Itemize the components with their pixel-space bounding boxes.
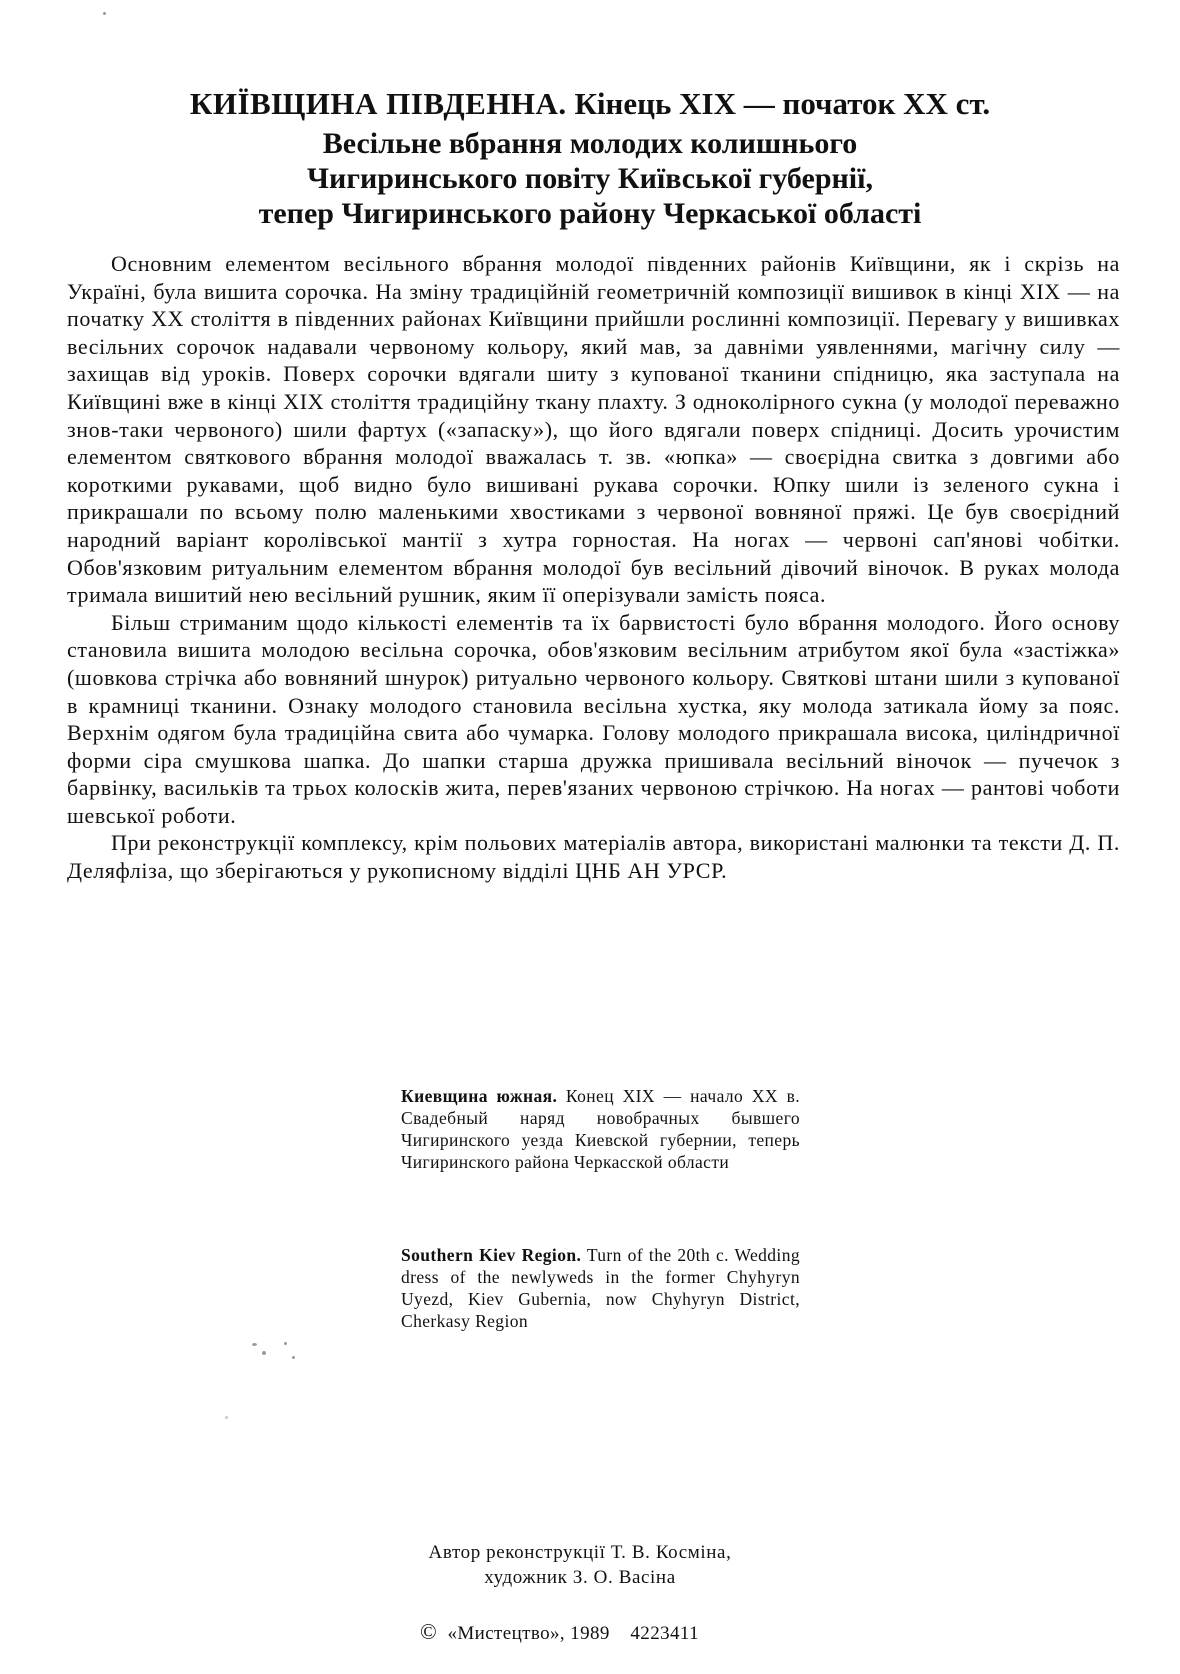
caption-russian-lead: Киевщина южная. xyxy=(401,1086,558,1106)
subtitle-line-3: тепер Чигиринського району Черкаської області xyxy=(258,197,922,230)
body-paragraph-groom: Більш стриманим щодо кількості елементів та їх барвистості було вбрання молодого. Його основу становила вишита молодою весільна сорочка, обов'язковим весільним атрибутом якої була «застіжка» (шовкова стрічка або вовняний шнурок) ритуально червоного кольору. Святкові штани шили з купованої в крамниці тканини. Ознаку молодого становила весільна хустка, яку молода затикала йому за пояс. Верхнім одягом була традиційна свита або чумарка. Голову молодого прикрашала висока, циліндричної форми сіра смушкова шапка. До шапки старша дружка пришивала весільний віночок — пучечок з барвінку, васильків та трьох колосків жита, перев'язаних червоною стрічкою. На ногах — рантові чоботи шевської роботи. xyxy=(67,609,1120,828)
scan-speck xyxy=(262,1351,266,1355)
page-subtitle xyxy=(90,126,1090,231)
scan-speck xyxy=(284,1342,287,1345)
imprint-publisher: «Мистецтво», 1989 xyxy=(447,1623,610,1644)
page-title xyxy=(90,86,1090,122)
caption-english-text: Turn of the 20th c. Wedding dress of the newlyweds in the former Chyhyryn Uyezd, Kiev Gubernia, now Chyhyryn District, Cherkasy Region xyxy=(401,1245,800,1331)
caption-russian xyxy=(401,1085,800,1173)
credits xyxy=(330,1540,830,1590)
caption-english xyxy=(401,1244,800,1332)
scan-speck xyxy=(225,1416,228,1419)
body-paragraph-bride: Основним елементом весільного вбрання молодої південних районів Київщини, як і скрізь на Україні, була вишита сорочка. На зміну традиційній геометричній композиції вишивок в кінці XIX — на початку XX століття в південних районах Київщини прийшли рослинні композиції. Перевагу у вишивках весільних сорочок надавали червоному кольору, який мав, за давніми уявленнями, магічну силу — захищав від уроків. Поверх сорочки вдягали шиту з купованої тканини спідницю, яка заступала на Київщині вже в кінці XIX століття традиційну ткану плахту. З одноколірного сукна (у молодої переважно знов-таки червоного) шили фартух («запаску»), що його вдягали поверх спідниці. Досить урочистим елементом святкового вбрання молодої вважалась т. зв. «юпка» — своєрідна свитка з довгими або короткими рукавами, щоб видно було вишивані рукава сорочки. Юпку шили із зеленого сукна і прикрашали по всьому полю маленькими хвостиками з червоної вовняної пряжі. Це був своєрідний народний варіант королівської мантії з хутра горностая. На ногах — червоні сап'янові чобітки. Обов'язковим ритуальним елементом вбрання молодої був весільний дівочий віночок. В руках молода тримала вишитий нею весільний рушник, яким її оперізували замість пояса. xyxy=(67,251,1120,608)
imprint xyxy=(420,1620,699,1646)
copyright-symbol: © xyxy=(420,1619,438,1644)
credit-artist: художник З. О. Васіна xyxy=(484,1567,676,1588)
subtitle-line-1: Весільне вбрання молодих колишнього xyxy=(322,127,858,160)
caption-russian-text: Конец XIX — начало XX в. Свадебный наряд новобрачных бывшего Чигиринского уезда Киевской губернии, теперь Чигиринского района Черкасской области xyxy=(401,1086,801,1172)
scan-speck xyxy=(103,12,106,15)
credit-author: Автор реконструкції Т. В. Косміна, xyxy=(428,1542,732,1563)
main-text xyxy=(67,250,1120,885)
title-period: Кінець XIX — початок XX ст. xyxy=(574,86,991,121)
imprint-code: 4223411 xyxy=(630,1623,700,1644)
scan-speck xyxy=(292,1356,295,1359)
body-paragraph-sources: При реконструкції комплексу, крім польових матеріалів автора, використані малюнки та тексти Д. П. Деляфліза, що зберігаються у рукописному відділі ЦНБ АН УРСР. xyxy=(67,830,1120,884)
subtitle-line-2: Чигиринського повіту Київської губернії, xyxy=(307,162,873,195)
title-region: КИЇВЩИНА ПІВДЕННА. xyxy=(189,86,567,121)
scan-speck xyxy=(252,1343,257,1346)
caption-english-lead: Southern Kiev Region. xyxy=(401,1245,582,1265)
